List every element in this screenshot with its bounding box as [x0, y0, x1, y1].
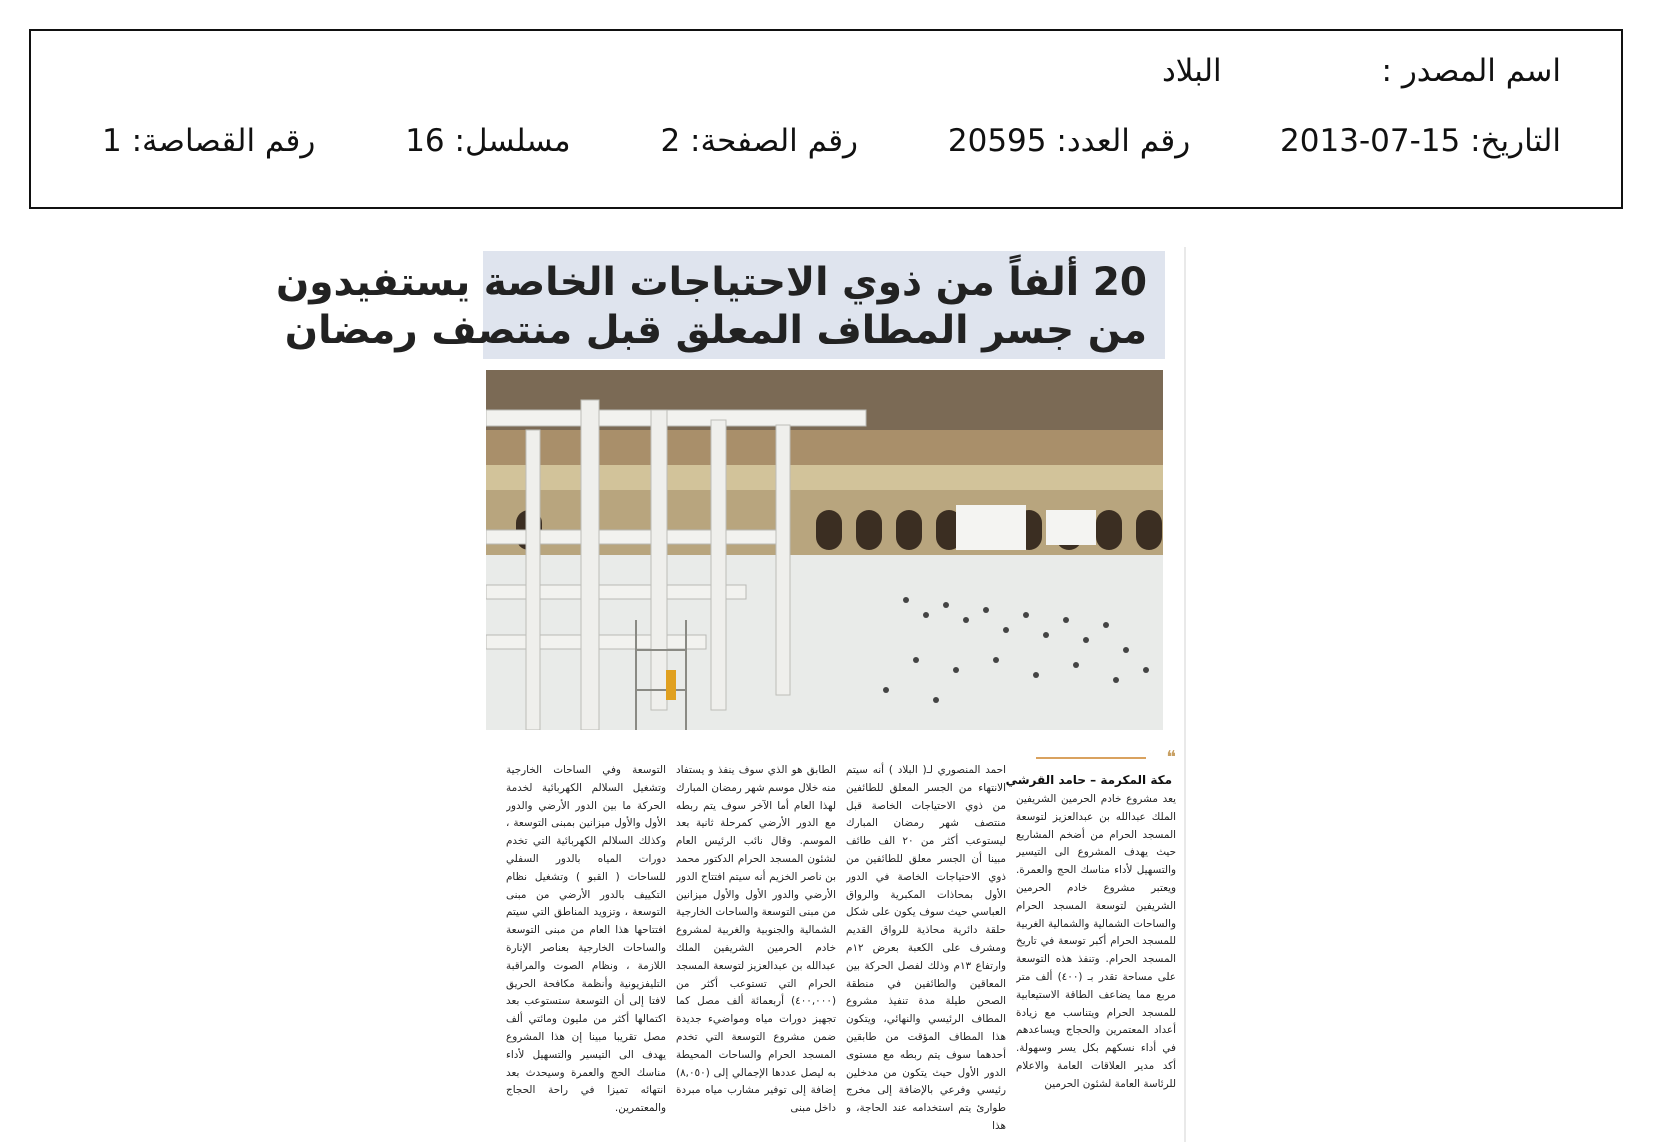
headline-line-1: 20 ألفاً من ذوي الاحتياجات الخاصة يستفيدون	[275, 260, 1147, 305]
meta-line	[102, 123, 1561, 159]
article-column-1: يعد مشروع خادم الحرمين الشريفين الملك عبدالله بن عبدالعزيز لتوسعة المسجد الحرام من أضخم المشاريع حيث يهدف المشروع الى التيسير والتسهيل لأداء مناسك الحج والعمرة. ويعتبر مشروع خادم الحرمين الشريفين لتوسعة المسجد الحرام والساحات الشمالية والشمالية الغربية للمسجد الحرام أكبر توسعة في تاريخ المسجد الحرام. وتنفذ هذه التوسعة على مساحة تقدر بـ (٤٠٠) ألف متر مربع مما يضاعف الطاقة الاستيعابية للمسجد الحرام ويتناسب مع زيادة أعداد المعتمرين والحجاج ويساعدهم في أداء نسكهم بكل يسر وسهولة. أكد مدير العلاقات العامة والاعلام للرئاسة العامة لشئون الحرمين	[1016, 793, 1176, 1090]
clip-field: رقم القصاصة: 1	[102, 123, 316, 159]
headline-block	[275, 251, 1165, 359]
serial-field: مسلسل: 16	[405, 123, 571, 159]
article-column-2: احمد المنصوري لـ( البلاد ) أنه سيتم الانتهاء من الجسر المعلق للطائفين من ذوي الاحتياجات الخاصة قبل منتصف شهر رمضان المبارك ليستوعب أكثر من ٢٠ الف طائف مبينا أن الجسر معلق للطائفين من ذوي الاحتياجات الخاصة في الدور الأول بمحاذات المكبرية والرواق العباسي حيث سوف يكون على شكل حلقة دائرية محاذية للرواق القديم ومشرف على الكعبة بعرض ١٢م وارتفاع ١٣م وذلك لفصل الحركة بين المعاقين والطائفين في منطقة الصحن طيلة مدة تنفيذ مشروع المطاف الرئيسي والنهائي، ويتكون هذا المطاف المؤقت من طابقين أحدهما سوف يتم ربطه مع مستوى الدور الأول حيث يتكون من مدخلين رئيسي وفرعي بالإضافة إلى مخرج طوارئ يتم استخدامه عند الحاجة، و هذا	[846, 764, 1006, 1132]
headline-line-2: من جسر المطاف المعلق قبل منتصف رمضان	[284, 308, 1147, 353]
source-label: اسم المصدر :	[1381, 53, 1561, 89]
article-column-3: الطابق هو الذي سوف ينفذ و يستفاد منه خلال موسم شهر رمضان المبارك لهذا العام أما الآخر سوف يتم ربطه مع الدور الأرضي كمرحلة ثانية بعد الموسم. وقال نائب الرئيس العام لشئون المسجد الحرام الدكتور محمد بن ناصر الخزيم أنه سيتم افتتاح الدور الأرضي والدور الأول والأول ميزانين من مبنى التوسعة والساحات الخارجية الشمالية والجنوبية والغربية لمشروع خادم الحرمين الشريفين الملك عبدالله بن عبدالعزيز لتوسعة المسجد الحرام التي تستوعب أكثر من (٤٠٠,٠٠٠) أربعمائة ألف مصل كما تجهيز دورات مياه ومواضيء جديدة ضمن مشروع التوسعة التي تخدم المسجد الحرام والساحات المحيطة به ليصل عددها الإجمالي إلى (٨,٠٥٠) إضافة إلى توفير مشارب مياه مبردة داخل مبنى	[676, 764, 836, 1115]
byline-ornament-line	[1036, 757, 1146, 759]
newspaper-clipping	[275, 247, 1186, 1142]
source-value: البلاد	[1161, 53, 1222, 89]
page-field: رقم الصفحة: 2	[660, 123, 859, 159]
issue-field: رقم العدد: 20595	[947, 123, 1191, 159]
article-photo	[486, 370, 1163, 730]
source-line	[1162, 53, 1561, 89]
mataf-bridge-photo	[486, 370, 1163, 730]
date-field: التاريخ: 15-07-2013	[1280, 123, 1561, 159]
quote-mark-icon: ❝	[1166, 747, 1176, 768]
article-column-4: التوسعة وفي الساحات الخارجية وتشغيل السلالم الكهربائية لخدمة الحركة ما بين الدور الأرضي والدور الأول والأول ميزانين بمبنى التوسعة ، وكذلك السلالم الكهربائية التي تخدم دورات المياه بالدور السفلي للساحات ( القبو ) وتشغيل نظام التكييف بالدور الأرضي من مبنى التوسعة ، وتزويد المناطق التي سيتم افتتاحها هذا العام من مبنى التوسعة والساحات الخارجية بعناصر الإنارة اللازمة ، ونظام الصوت والمراقبة التليفزيونية وأنظمة مكافحة الحريق لافتا إلى أن التوسعة ستستوعب بعد اكتمالها أكثر من مليون ومائتي ألف مصل تقريبا مبينا إن هذا المشروع يهدف الى التيسير والتسهيل لأداء مناسك الحج والعمرة وسيحدث بعد انتهائه تميزا في راحة الحجاج والمعتمرين.	[506, 764, 666, 1115]
document-info-box	[29, 29, 1623, 209]
byline: مكة المكرمة – حامد القرشي	[1005, 773, 1172, 787]
